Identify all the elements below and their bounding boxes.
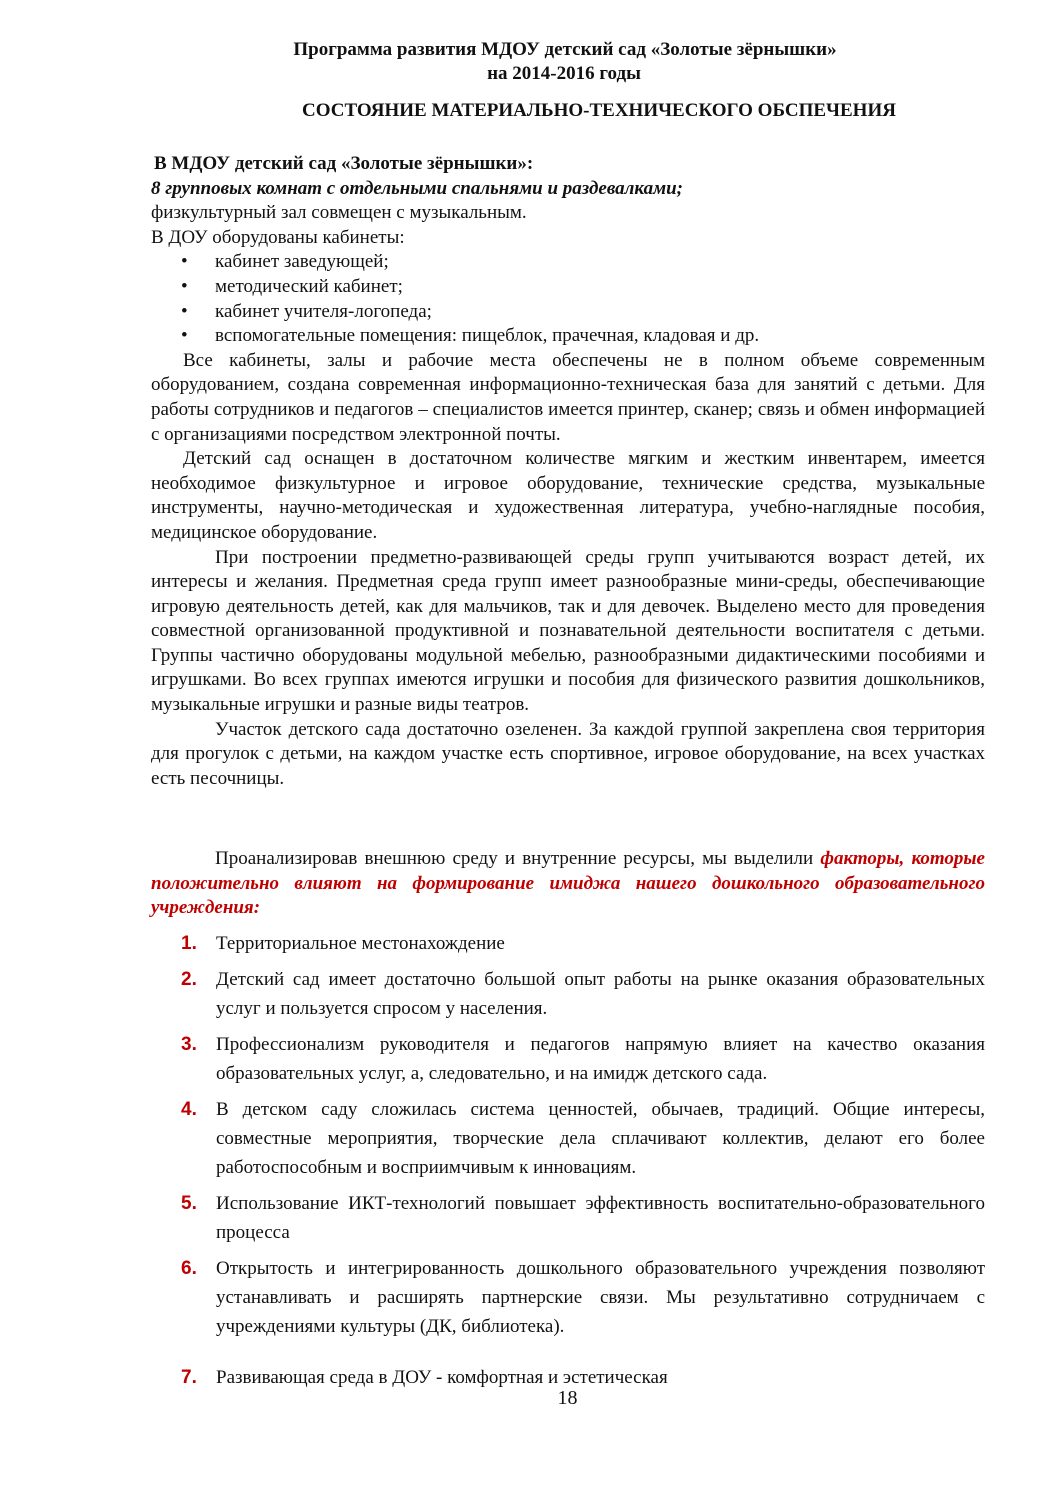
intro-italic-text: групповых комнат с отдельными спальнями и раздевалками; — [160, 177, 683, 199]
list-item — [181, 1030, 985, 1088]
list-item — [181, 1095, 985, 1182]
list-item-text: методический кабинет; — [215, 275, 403, 297]
list-item-number: 4. — [181, 1098, 197, 1120]
list-item-text: кабинет учителя-логопеда; — [215, 300, 432, 322]
list-item — [181, 1254, 985, 1341]
bullet-icon: • — [181, 251, 188, 273]
list-item-text: Развивающая среда в ДОУ - комфортная и эстетическая — [216, 1366, 668, 1388]
list-item-text: вспомогательные помещения: пищеблок, прачечная, кладовая и др. — [215, 325, 760, 347]
document-header-years: на 2014-2016 годы — [487, 63, 641, 84]
list-item-text: Использование ИКТ-технологий повышает эффективность воспитательно-образовательного процесса — [216, 1192, 985, 1243]
list-item — [181, 300, 985, 325]
intro-line-gym: физкультурный зал совмещен с музыкальным. — [151, 202, 527, 224]
list-item — [181, 324, 985, 349]
list-item-number: 2. — [181, 968, 197, 990]
intro-block — [151, 152, 985, 791]
document-header-title: Программа развития МДОУ детский сад «Золотые зёрнышки» — [293, 39, 837, 60]
list-item-text: Открытость и интегрированность дошкольного образовательного учреждения позволяют устанавливать и расширять партнерские связи. Мы результативно сотрудничаем с учреждениями культуры (ДК, библиотека). — [216, 1257, 985, 1337]
list-item-number: 5. — [181, 1192, 197, 1214]
bullet-icon: • — [181, 325, 188, 347]
list-item-text: Территориальное местонахождение — [216, 932, 505, 954]
intro-italic-number: 8 — [151, 177, 161, 199]
list-item — [181, 250, 985, 275]
list-item-number: 3. — [181, 1033, 197, 1055]
paragraph-grounds: Участок детского сада достаточно озеленен. За каждой группой закреплена своя территория для прогулок с детьми, на каждом участке есть спортивное, игровое оборудование, на всех участках есть песочницы. — [151, 718, 985, 789]
factors-block — [151, 847, 985, 1399]
paragraph-equipment: Все кабинеты, залы и рабочие места обеспечены не в полном объеме современным оборудованием, создана современная информационно-техническая база для занятий с детьми. Для работы сотрудников и педагогов – специалистов имеется принтер, сканер; связь и обмен информацией с организациями посредством электронной почты. — [151, 349, 985, 445]
list-item-number: 7. — [181, 1366, 197, 1388]
bullet-icon: • — [181, 275, 188, 297]
list-item-number: 1. — [181, 932, 197, 954]
list-item — [181, 275, 985, 300]
list-item-text: В детском саду сложилась система ценностей, обычаев, традиций. Общие интересы, совместные мероприятия, творческие дела сплачивают коллектив, делают его более работоспособным и восприимчивым к инновациям. — [216, 1098, 985, 1178]
list-item — [181, 929, 985, 958]
paragraph-environment: При построении предметно-развивающей среды групп учитываются возраст детей, их интересы и желания. Предметная среда групп имеет разнообразные мини-среды, обеспечивающие игровую деятельность детей, как для мальчиков, так и для девочек. Выделено место для проведения совместной организованной продуктивной и познавательной деятельности воспитателя с детьми. Группы частично оборудованы модульной мебелью, разнообразными дидактическими пособиями и игрушками. Во всех группах имеются игрушки и пособия для физического развития дошкольников, музыкальные игрушки и разные виды театров. — [151, 546, 985, 716]
intro-bold-line: В МДОУ детский сад «Золотые зёрнышки»: — [154, 153, 534, 174]
factors-intro-emphasis: факторы, которые положительно влияют на формирование имиджа нашего дошкольного образовательного учреждения: — [151, 848, 985, 919]
page-number: 18 — [557, 1387, 578, 1409]
factors-intro-text: Проанализировав внешнюю среду и внутренние ресурсы, мы выделили — [215, 848, 821, 869]
list-item-text: Детский сад имеет достаточно большой опыт работы на рынке оказания образовательных услуг и пользуется спросом у населения. — [216, 968, 985, 1019]
section-title: СОСТОЯНИЕ МАТЕРИАЛЬНО-ТЕХНИЧЕСКОГО ОБСПЕЧЕНИЯ — [302, 100, 896, 121]
paragraph-inventory: Детский сад оснащен в достаточном количестве мягким и жестким инвентарем, имеется необходимое физкультурное и игровое оборудование, технические средства, музыкальные инструменты, научно-методическая и художественная литература, учебно-наглядные пособия, медицинское оборудование. — [151, 448, 985, 543]
bullet-icon: • — [181, 300, 188, 322]
paragraph-factors-intro — [151, 847, 985, 921]
offices-list — [151, 250, 985, 348]
intro-line-offices: В ДОУ оборудованы кабинеты: — [151, 226, 405, 248]
list-item-text: Профессионализм руководителя и педагогов напрямую влияет на качество оказания образовательных услуг, а, следовательно, и на имидж детского сада. — [216, 1033, 985, 1084]
list-item — [181, 1189, 985, 1247]
list-item — [181, 965, 985, 1023]
factors-list — [151, 929, 985, 1392]
list-item-text: кабинет заведующей; — [215, 251, 389, 273]
intro-italic-line — [151, 177, 985, 202]
list-item-number: 6. — [181, 1257, 197, 1279]
